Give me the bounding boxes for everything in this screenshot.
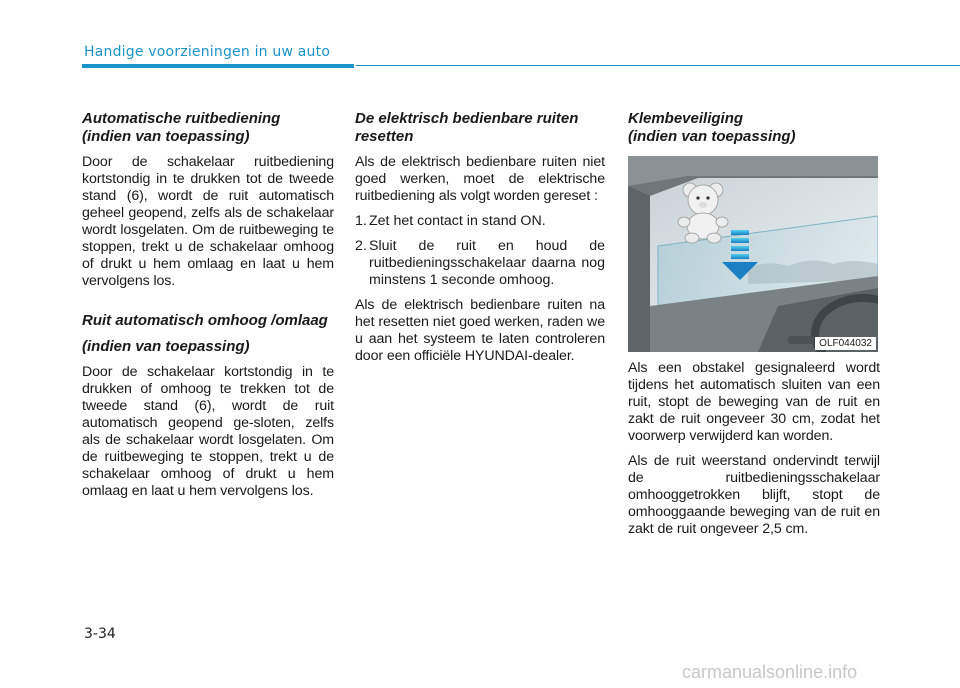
paragraph-auto-up-down: Door de schakelaar kortstondig in te drukken of omhoog te trekken tot de tweede stand (6), wordt de ruit automatisch geopend ge-sloten, zelfs als de schakelaar wordt losgelaten. Om de ruitbeweging te stoppen, trekt u de schakelaar omhoog of drukt u hem omlaag en laat u hem vervolgens los. [82, 364, 334, 499]
heading-auto-window: Automatische ruitbediening [82, 110, 281, 127]
step-number: 2. [355, 238, 367, 254]
heading-auto-up-down: Ruit automatisch omhoog /omlaag [82, 312, 328, 329]
heading-auto-up-down-note: (indien van toepassing) [82, 338, 250, 355]
heading-reset-windows: De elektrisch bedienbare ruiten resetten [355, 110, 579, 145]
list-item-step-2 [355, 238, 605, 289]
step-text: Sluit de ruit en houd de ruitbedieningsschakelaar daarna nog minstens 1 seconde omhoog. [369, 238, 605, 288]
illustration-window-obstacle [628, 156, 878, 352]
page-number: 3-34 [84, 626, 116, 642]
step-number: 1. [355, 213, 367, 229]
section-header-title: Handige voorzieningen in uw auto [84, 44, 331, 60]
window-obstacle-illustration [628, 156, 878, 352]
heading-pinch-protection-note: (indien van toepassing) [628, 128, 796, 145]
paragraph-reset-intro: Als de elektrisch bedienbare ruiten niet goed werken, moet de elektrische ruitbediening als volgt worden gereset : [355, 154, 605, 204]
heading-pinch-protection: Klembeveiliging [628, 110, 744, 127]
figure-code: OLF044032 [815, 337, 876, 350]
list-item-step-1 [355, 213, 605, 230]
paragraph-resistance: Als de ruit weerstand ondervindt terwijl de ruitbedieningsschakelaar omhooggetrokken blijft, stopt de omhooggaande beweging van de ruit en zakt de ruit ongeveer 2,5 cm. [628, 453, 880, 537]
column-3 [628, 110, 880, 538]
column-1 [82, 110, 334, 500]
paragraph-obstacle-detected: Als een obstakel gesignaleerd wordt tijdens het automatisch sluiten van een ruit, stopt de beweging van de ruit en zakt de ruit ongeveer 30 cm, zodat het voorwerp verwijderd kan worden. [628, 360, 880, 444]
section-header-rule [356, 65, 960, 66]
column-2 [355, 110, 605, 365]
heading-auto-window-note: (indien van toepassing) [82, 128, 250, 145]
section-header-bar [82, 64, 354, 68]
step-text: Zet het contact in stand ON. [369, 213, 546, 229]
paragraph-auto-window: Door de schakelaar ruitbediening kortstondig in te drukken tot de tweede stand (6), wordt de ruit automatisch geheel geopend, zelfs als de schakelaar wordt losgelaten. Om de ruitbeweging te stoppen, trekt u de schakelaar omhoog of drukt u hem omlaag en laat u hem vervolgens los. [82, 154, 334, 289]
paragraph-reset-dealer: Als de elektrisch bedienbare ruiten na het resetten niet goed werken, raden we u aan het systeem te laten controleren door een officiële HYUNDAI-dealer. [355, 297, 605, 364]
watermark: carmanualsonline.info [682, 662, 858, 682]
